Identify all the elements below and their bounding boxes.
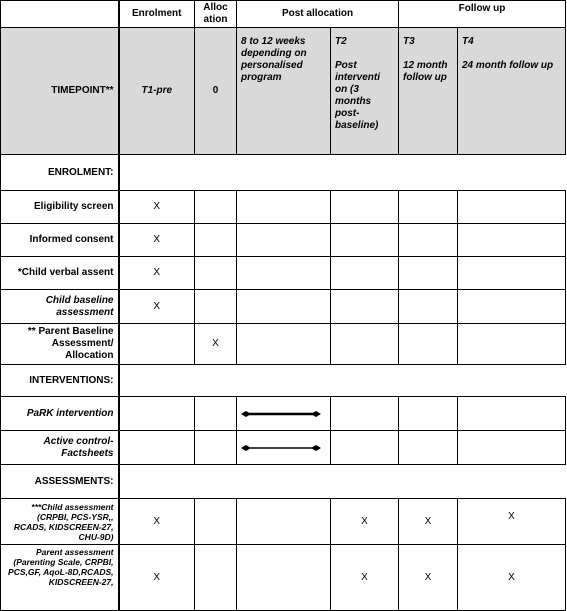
mark-cell (237, 324, 331, 365)
table-row (1, 324, 566, 365)
row-label: Informed consent (1, 224, 119, 257)
table-row (1, 545, 566, 611)
timepoint-t2-title: T2 (335, 36, 347, 47)
row-label: PaRK intervention (1, 397, 119, 431)
assessments-section-row (1, 465, 566, 499)
header-enrolment: Enrolment (119, 1, 195, 28)
mark-cell (237, 191, 331, 224)
mark-cell (237, 499, 331, 545)
mark-cell: X (458, 545, 566, 611)
header-follow-up: Follow up (399, 1, 566, 28)
header-allocation: Alloc ation (195, 1, 237, 28)
table-row (1, 224, 566, 257)
timepoint-post-intervention: 8 to 12 weeks depending on personalised program (237, 28, 331, 155)
timepoint-t4-title: T4 (462, 36, 474, 47)
mark-cell: X (119, 545, 195, 611)
row-label: ** Parent Baseline Assessment/ Allocation (1, 324, 119, 365)
mark-cell (458, 290, 566, 324)
table-row (1, 257, 566, 290)
mark-cell (399, 290, 458, 324)
mark-cell (331, 224, 399, 257)
timepoint-t2-desc: Post interventi on (3 months post-baseline) (335, 60, 381, 131)
table-row (1, 191, 566, 224)
table-row (1, 499, 566, 545)
row-label: Eligibility screen (1, 191, 119, 224)
row-label: Child baseline assessment (1, 290, 119, 324)
mark-cell (458, 191, 566, 224)
intervention-duration-cell (237, 397, 331, 431)
mark-cell (237, 257, 331, 290)
duration-arrow (241, 409, 321, 419)
mark-cell (331, 191, 399, 224)
mark-cell (458, 324, 566, 365)
assessments-section-label: ASSESSMENTS: (1, 465, 119, 499)
header-post-allocation: Post allocation (237, 1, 399, 28)
intervention-duration-cell (237, 431, 331, 465)
timepoint-label: TIMEPOINT** (1, 28, 119, 155)
header-empty (1, 1, 119, 28)
mark-cell (331, 324, 399, 365)
mark-cell (399, 257, 458, 290)
mark-cell: X (119, 257, 195, 290)
mark-cell: X (119, 499, 195, 545)
mark-cell: X (331, 499, 399, 545)
enrolment-section-row (1, 155, 566, 191)
interventions-section-label: INTERVENTIONS: (1, 365, 119, 397)
mark-cell (399, 224, 458, 257)
timepoint-t3-title: T3 (403, 36, 415, 47)
row-label: Active control-Factsheets (1, 431, 119, 465)
table-row (1, 431, 566, 465)
timepoint-t3 (399, 28, 458, 155)
row-label: *Child verbal assent (1, 257, 119, 290)
mark-cell: X (331, 545, 399, 611)
mark-cell (237, 545, 331, 611)
mark-cell (399, 324, 458, 365)
enrolment-section-label: ENROLMENT: (1, 155, 119, 191)
header-row (1, 1, 566, 28)
mark-cell (195, 224, 237, 257)
timepoint-t3-desc: 12 month follow up (403, 60, 448, 83)
mark-cell (331, 257, 399, 290)
mark-cell (195, 290, 237, 324)
timepoint-t4-desc: 24 month follow up (462, 60, 554, 71)
timepoint-t0: 0 (195, 28, 237, 155)
mark-cell (458, 257, 566, 290)
mark-cell (399, 191, 458, 224)
mark-cell (237, 290, 331, 324)
timepoint-t1: T1-pre (119, 28, 195, 155)
interventions-section-row (1, 365, 566, 397)
timepoint-t4 (458, 28, 566, 155)
mark-cell (195, 545, 237, 611)
mark-cell (195, 499, 237, 545)
mark-cell (195, 257, 237, 290)
mark-cell: X (399, 545, 458, 611)
mark-cell (119, 324, 195, 365)
mark-cell: X (195, 324, 237, 365)
mark-cell: X (119, 290, 195, 324)
mark-cell: X (458, 499, 566, 545)
mark-cell (195, 191, 237, 224)
mark-cell: X (119, 224, 195, 257)
timepoint-row (1, 28, 566, 155)
timepoint-t2 (331, 28, 399, 155)
mark-cell (458, 224, 566, 257)
table-row (1, 290, 566, 324)
row-label: Parent assessment (Parenting Scale, CRPBI, PCS,GF, AqoL-8D,RCADS, KIDSCREEN-27, (1, 545, 119, 611)
row-label: ***Child assessment (CRPBI, PCS-YSR,, RCADS, KIDSCREEN-27, CHU-9D) (1, 499, 119, 545)
mark-cell (237, 224, 331, 257)
mark-cell: X (119, 191, 195, 224)
table-row (1, 397, 566, 431)
mark-cell: X (399, 499, 458, 545)
duration-arrow (241, 443, 321, 453)
mark-cell (331, 290, 399, 324)
